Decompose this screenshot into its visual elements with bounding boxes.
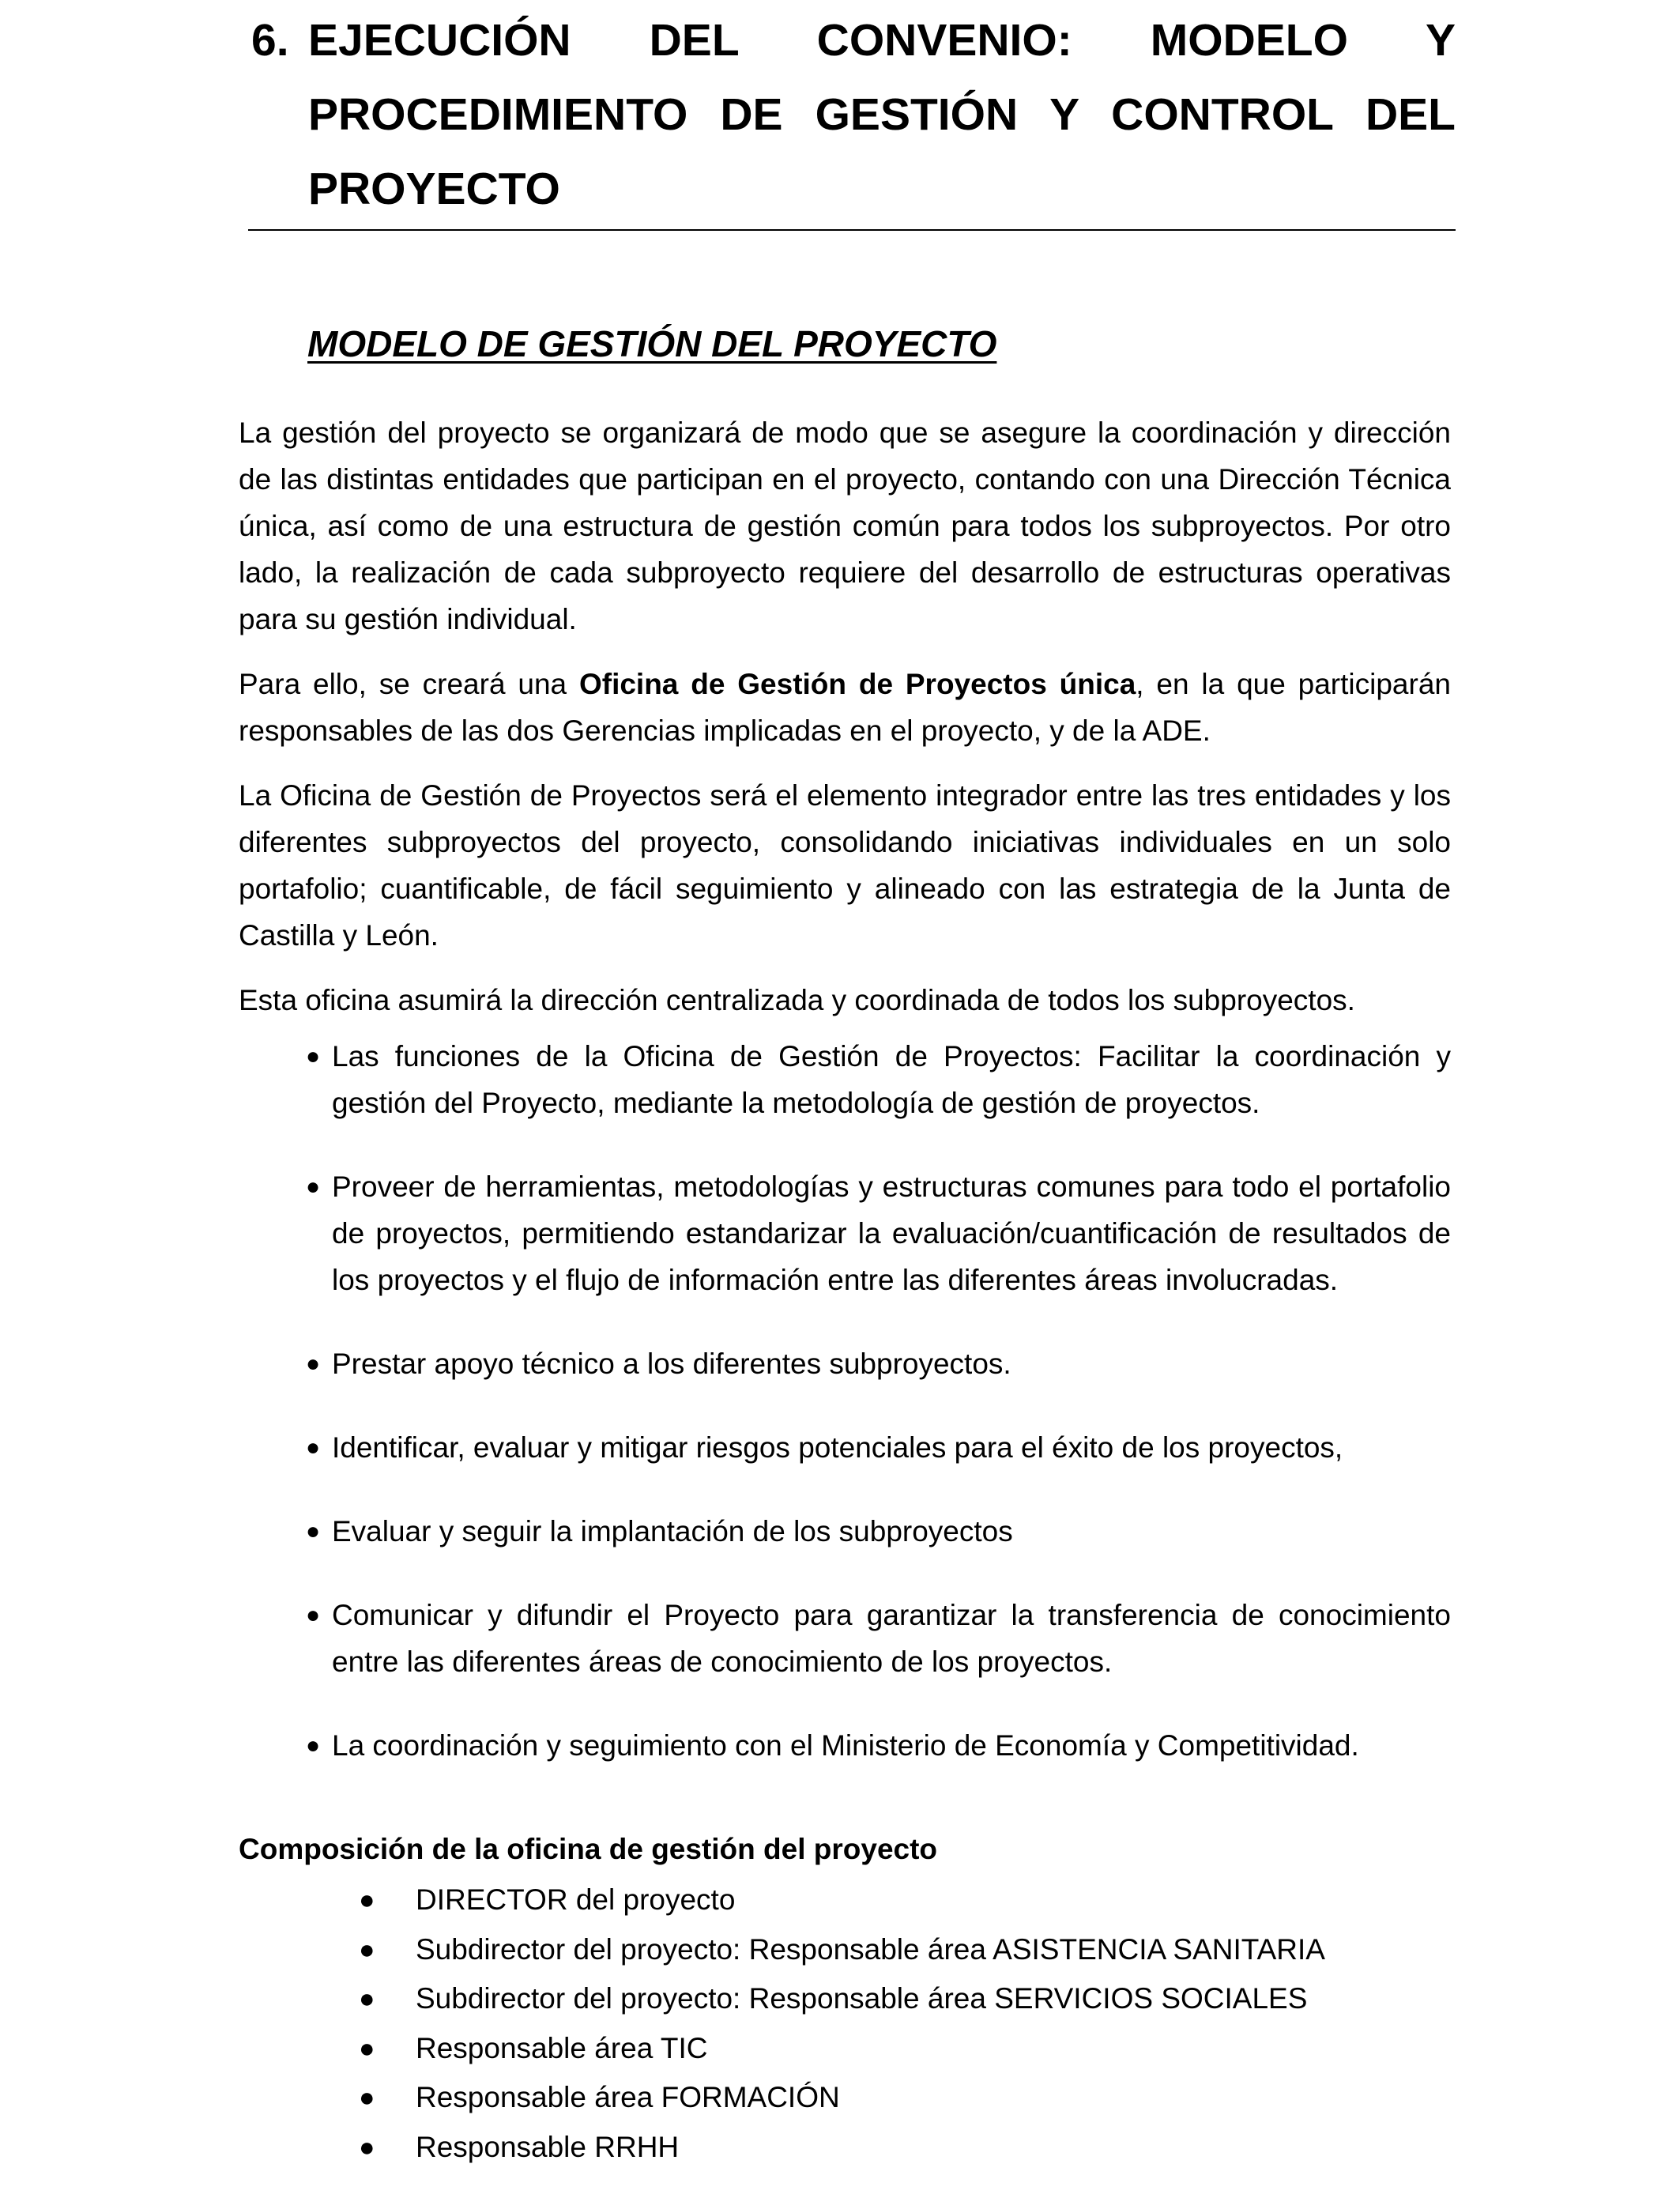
paragraph-2 bbox=[239, 661, 1451, 754]
paragraph-2-start: Para ello, se creará una bbox=[239, 668, 579, 700]
composition-item bbox=[239, 2073, 1325, 2123]
bullet-icon: ● bbox=[306, 1043, 321, 1069]
composition-item-text: DIRECTOR del proyecto bbox=[416, 1883, 736, 1916]
composition-item-text: Responsable área FORMACIÓN bbox=[416, 2081, 840, 2113]
list-item bbox=[239, 1592, 1451, 1685]
composition-item bbox=[239, 2123, 1325, 2173]
bullet-icon: ● bbox=[306, 1732, 321, 1759]
composition-heading: Composición de la oficina de gestión del proyecto bbox=[239, 1833, 938, 1865]
paragraph-2-end: , en la que participarán responsables de las dos Gerencias implicadas en el proyecto, y de la ADE. bbox=[239, 668, 1451, 747]
list-item-text: La coordinación y seguimiento con el Ministerio de Economía y Competitividad. bbox=[332, 1729, 1359, 1762]
bullet-icon: ● bbox=[306, 1174, 321, 1200]
bullet-icon: ● bbox=[306, 1434, 321, 1461]
bullet-icon: ● bbox=[359, 2083, 375, 2113]
composition-item bbox=[239, 2024, 1325, 2074]
bullet-icon: ● bbox=[359, 1984, 375, 2014]
bullet-icon: ● bbox=[306, 1602, 321, 1628]
list-item bbox=[239, 1722, 1451, 1769]
list-item-text: Identificar, evaluar y mitigar riesgos potenciales para el éxito de los proyectos, bbox=[332, 1431, 1343, 1464]
body-text bbox=[239, 409, 1451, 1806]
list-item bbox=[239, 1033, 1451, 1126]
list-item bbox=[239, 1424, 1451, 1471]
list-item-text: Evaluar y seguir la implantación de los subproyectos bbox=[332, 1515, 1013, 1547]
bullet-icon: ● bbox=[306, 1518, 321, 1544]
composition-item-text: Subdirector del proyecto: Responsable área SERVICIOS SOCIALES bbox=[416, 1982, 1308, 2015]
bullet-icon: ● bbox=[359, 1934, 375, 1965]
paragraph-4: Esta oficina asumirá la dirección centralizada y coordinada de todos los subproyectos. bbox=[239, 984, 1355, 1016]
bullet-icon: ● bbox=[306, 1351, 321, 1377]
composition-item bbox=[239, 1974, 1325, 2024]
composition-list bbox=[239, 1875, 1325, 2172]
chapter-heading bbox=[251, 3, 1456, 226]
composition-item bbox=[239, 1925, 1325, 1975]
list-item-text: Proveer de herramientas, metodologías y estructuras comunes para todo el portafolio de proyectos, permitiendo estandarizar la evaluación/cuantificación de resultados de los proyectos y el flujo de información entre las diferentes áreas involucradas. bbox=[332, 1171, 1451, 1296]
list-item-text: Prestar apoyo técnico a los diferentes subproyectos. bbox=[332, 1348, 1011, 1380]
paragraph-2-bold: Oficina de Gestión de Proyectos única bbox=[578, 668, 1136, 700]
list-item bbox=[239, 1508, 1451, 1555]
section-title: MODELO DE GESTIÓN DEL PROYECTO bbox=[307, 323, 997, 364]
heading-divider bbox=[248, 229, 1456, 231]
composition-item-text: Responsable área TIC bbox=[416, 2031, 708, 2064]
list-item bbox=[239, 1340, 1451, 1387]
composition-item bbox=[239, 1875, 1325, 1925]
bullet-icon: ● bbox=[359, 2033, 375, 2064]
list-item bbox=[239, 1163, 1451, 1303]
bullet-icon: ● bbox=[359, 1885, 375, 1915]
list-item-text: Las funciones de la Oficina de Gestión de Proyectos: Facilitar la coordinación y gestión del Proyecto, mediante la metodología de gestión de proyectos. bbox=[332, 1040, 1451, 1119]
composition-item-text: Subdirector del proyecto: Responsable área ASISTENCIA SANITARIA bbox=[416, 1932, 1325, 1966]
functions-list bbox=[239, 1033, 1451, 1769]
list-item-text: Comunicar y difundir el Proyecto para garantizar la transferencia de conocimiento entre las diferentes áreas de conocimiento de los proyectos. bbox=[332, 1599, 1451, 1678]
paragraph-1: La gestión del proyecto se organizará de modo que se asegure la coordinación y dirección de las distintas entidades que participan en el proyecto, contando con una Dirección Técnica única, así como de una estructura de gestión común para todos los subproyectos. Por otro lado, la realización de cada subproyecto requiere del desarrollo de estructuras operativas para su gestión individual. bbox=[239, 417, 1451, 635]
chapter-number: 6. bbox=[251, 15, 289, 66]
paragraph-3: La Oficina de Gestión de Proyectos será el elemento integrador entre las tres entidades y los diferentes subproyectos del proyecto, consolidando iniciativas individuales en un solo portafolio; cuantificable, de fácil seguimiento y alineado con las estrategia de la Junta de Castilla y León. bbox=[239, 779, 1451, 952]
bullet-icon: ● bbox=[359, 2132, 375, 2162]
composition-item-text: Responsable RRHH bbox=[416, 2130, 680, 2163]
chapter-title: EJECUCIÓN DEL CONVENIO: MODELO Y PROCEDIMIENTO DE GESTIÓN Y CONTROL DEL PROYECTO bbox=[308, 15, 1456, 214]
